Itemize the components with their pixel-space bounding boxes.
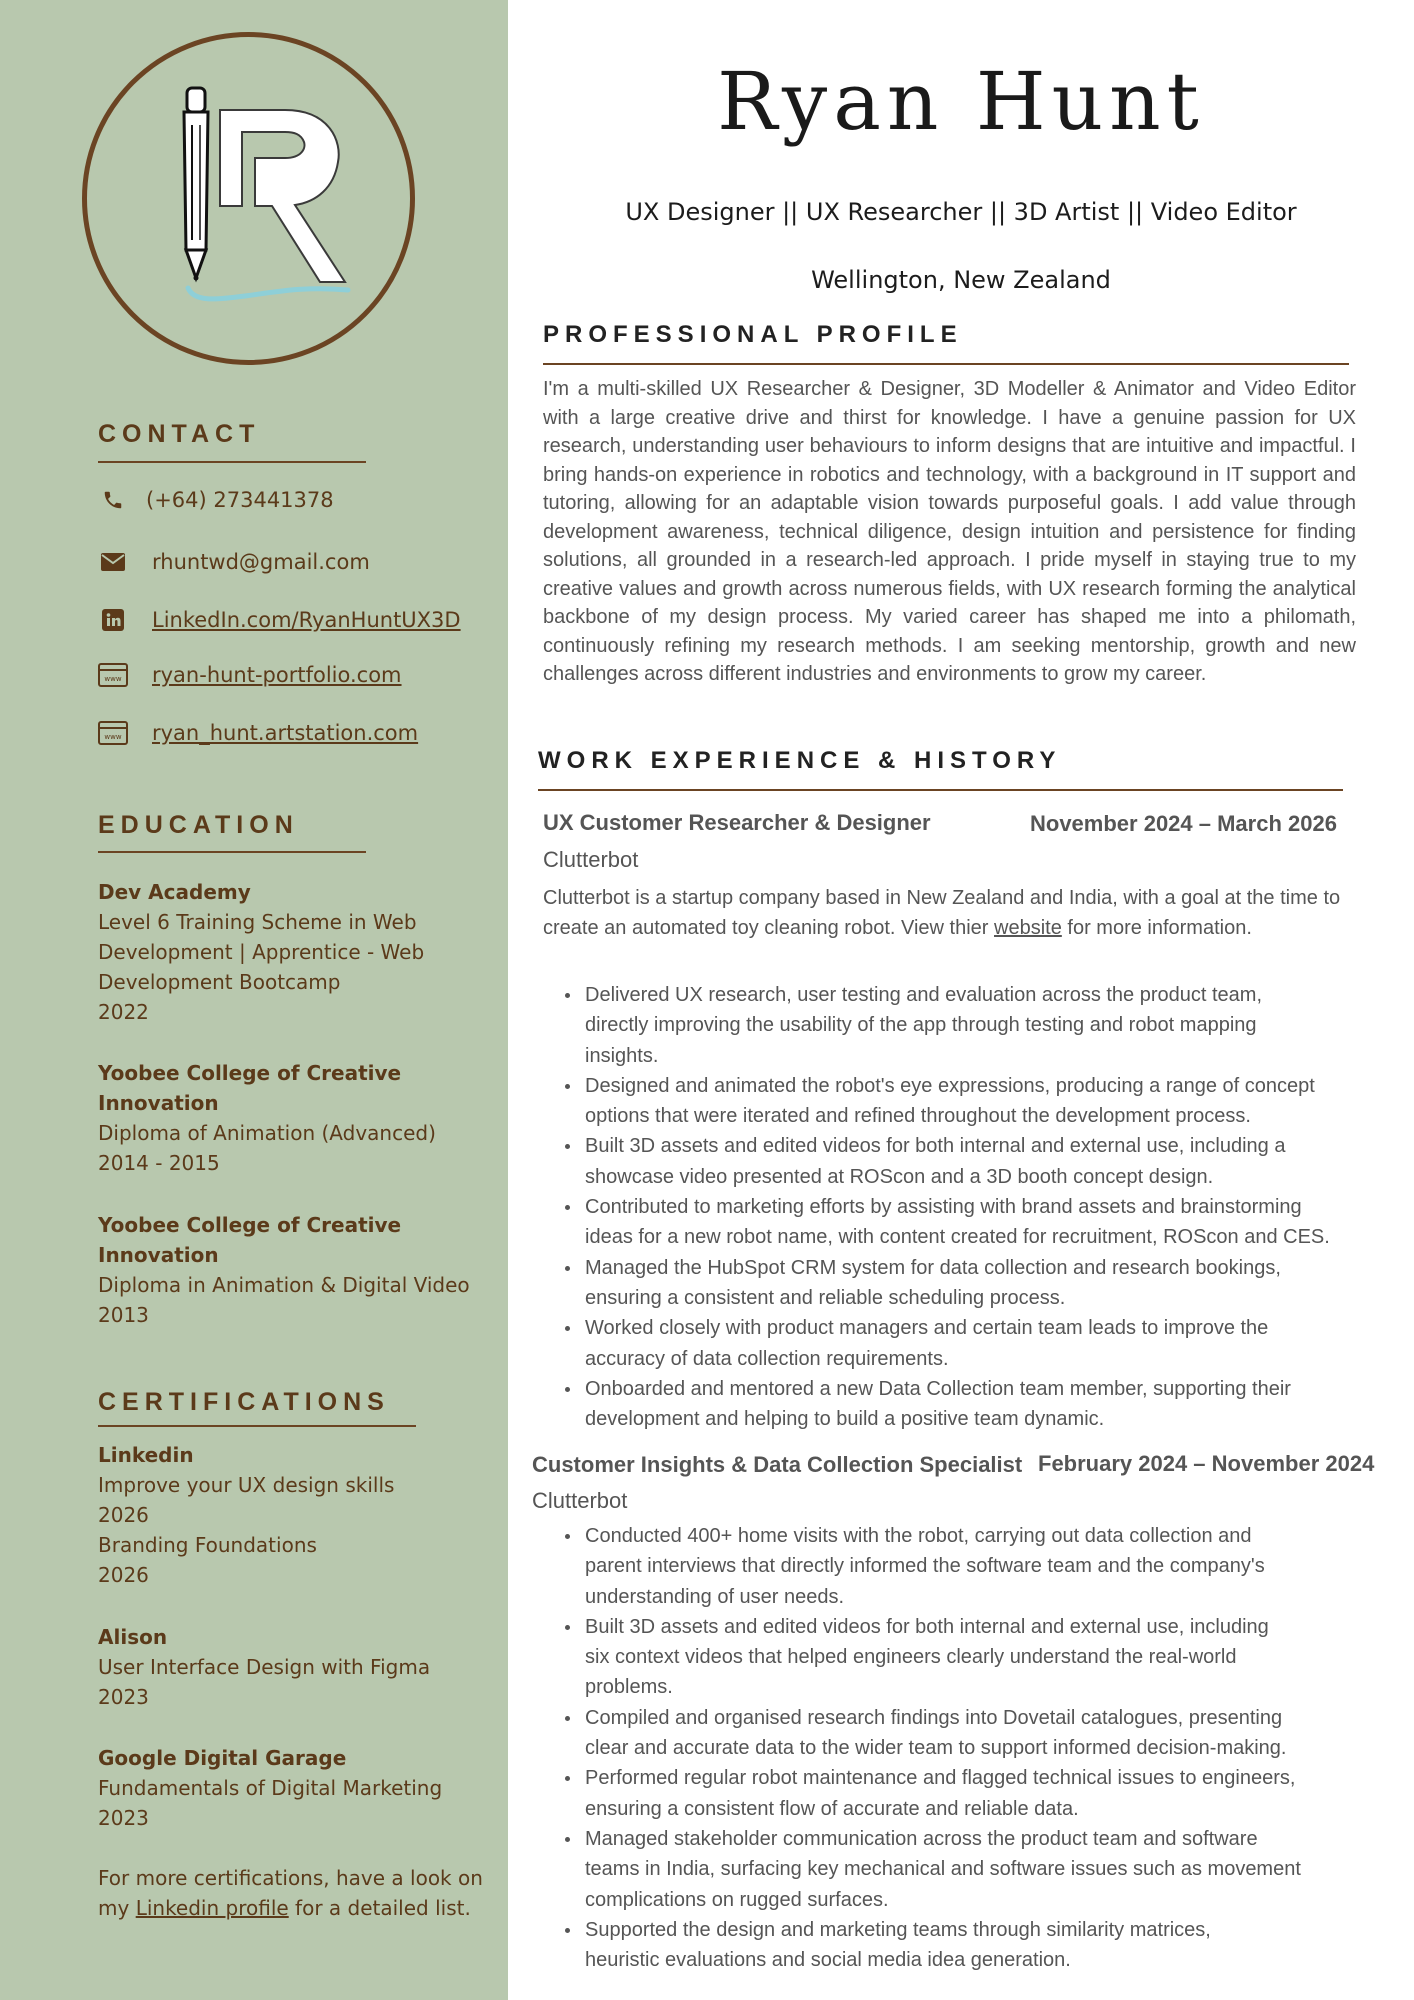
company-website-link[interactable]: website — [994, 917, 1062, 939]
linkedin-icon — [98, 607, 128, 633]
bullet-text: six context videos that helped engineers clearly understand the real-world — [585, 1646, 1237, 1669]
email-icon — [98, 549, 128, 575]
job-bullets — [585, 980, 1405, 1434]
school-name: Dev Academy — [98, 880, 251, 904]
list-item — [585, 1703, 1405, 1764]
portfolio-link[interactable]: ryan-hunt-portfolio.com — [152, 663, 402, 687]
bullet-text: heuristic evaluations and social media idea generation. — [585, 1949, 1071, 1972]
education-item — [98, 1210, 498, 1330]
bullet-text: clear and accurate data to the wider team to support informed decision-making. — [585, 1737, 1287, 1760]
cert-detail: Fundamentals of Digital Marketing — [98, 1776, 443, 1800]
bullet-text: complications on rugged surfaces. — [585, 1888, 889, 1911]
cert-provider: Alison — [98, 1625, 168, 1649]
job-description — [543, 883, 1363, 943]
education-divider — [98, 851, 366, 853]
list-item — [585, 980, 1405, 1071]
website-icon — [98, 720, 128, 746]
bullet-text: understanding of user needs. — [585, 1585, 845, 1608]
phone-text: (+64) 273441378 — [146, 488, 334, 512]
portfolio-row[interactable] — [98, 662, 498, 688]
bullet-text: parent interviews that directly informed the software team and the company's — [585, 1555, 1265, 1578]
education-heading: EDUCATION — [98, 811, 299, 839]
school-name: Yoobee College of Creative — [98, 1213, 402, 1237]
certifications-heading: CERTIFICATIONS — [98, 1388, 390, 1416]
education-detail: Level 6 Training Scheme in Web — [98, 910, 417, 934]
list-item — [585, 1131, 1405, 1192]
cert-provider: Google Digital Garage — [98, 1746, 347, 1770]
bullet-text: Conducted 400+ home visits with the robot, carrying out data collection and — [585, 1525, 1252, 1547]
list-item — [585, 1763, 1405, 1824]
bullet-text: Worked closely with product managers and certain team leads to improve the — [585, 1317, 1269, 1340]
contact-divider — [98, 461, 366, 463]
bullet-text: Delivered UX research, user testing and evaluation across the product team, — [585, 984, 1263, 1006]
bullet-text: Managed stakeholder communication across the product team and software — [585, 1827, 1258, 1850]
bullet-text: Designed and animated the robot's eye expressions, producing a range of concept — [585, 1074, 1315, 1097]
school-name: Innovation — [98, 1243, 219, 1267]
artstation-row[interactable] — [98, 720, 498, 746]
education-year: 2013 — [98, 1303, 149, 1327]
job-bullets — [585, 1521, 1405, 1975]
cert-detail: User Interface Design with Figma — [98, 1655, 431, 1679]
bullet-text: insights. — [585, 1044, 659, 1067]
bullet-text: Built 3D assets and edited videos for both internal and external use, including — [585, 1615, 1269, 1638]
tagline: UX Designer || UX Researcher || 3D Artist || Video Editor — [625, 198, 1297, 226]
linkedin-link[interactable]: LinkedIn.com/RyanHuntUX3D — [152, 608, 461, 632]
linkedin-profile-link[interactable]: Linkedin profile — [135, 1896, 289, 1920]
bullet-text: problems. — [585, 1676, 673, 1699]
contact-heading: CONTACT — [98, 420, 261, 448]
cert-provider: Linkedin — [98, 1443, 194, 1467]
bullet-text: ensuring a consistent and reliable scheduling process. — [585, 1286, 1066, 1309]
school-name: Innovation — [98, 1091, 219, 1115]
svg-text:www: www — [104, 733, 122, 741]
bullet-text: directly improving the usability of the app through testing and robot mapping — [585, 1014, 1257, 1037]
bullet-text: accuracy of data collection requirements. — [585, 1347, 949, 1370]
list-item — [585, 1071, 1405, 1132]
job-company: Clutterbot — [543, 847, 639, 872]
education-item — [98, 1058, 498, 1178]
phone-row — [98, 487, 498, 513]
website-icon — [98, 662, 128, 688]
education-detail: Development | Apprentice - Web — [98, 940, 425, 964]
artstation-link[interactable]: ryan_hunt.artstation.com — [152, 721, 419, 745]
education-year: 2014 - 2015 — [98, 1151, 220, 1175]
bullet-text: Performed regular robot maintenance and flagged technical issues to engineers, — [585, 1767, 1296, 1790]
bullet-text: teams in India, surfacing key mechanical and software issues such as movement — [585, 1858, 1301, 1881]
job-title: Customer Insights & Data Collection Specialist — [532, 1452, 1023, 1477]
profile-divider — [543, 363, 1349, 365]
list-item — [585, 1192, 1405, 1253]
job-company: Clutterbot — [532, 1488, 628, 1513]
bullet-text: Supported the design and marketing teams through similarity matrices, — [585, 1918, 1211, 1941]
phone-icon — [98, 487, 128, 513]
education-detail: Development Bootcamp — [98, 970, 341, 994]
bullet-text: ensuring a consistent flow of accurate and reliable data. — [585, 1797, 1079, 1820]
list-item — [585, 1915, 1405, 1976]
cert-detail: Improve your UX design skills — [98, 1473, 395, 1497]
bullet-text: ideas for a new robot name, with content created for recruitment, ROScon and CES. — [585, 1226, 1330, 1249]
education-year: 2022 — [98, 1000, 149, 1024]
email-link[interactable]: rhuntwd@gmail.com — [152, 550, 370, 574]
certifications-note: for a detailed list. — [288, 1896, 471, 1920]
education-detail: Diploma in Animation & Digital Video — [98, 1273, 470, 1297]
bullet-text: Contributed to marketing efforts by assisting with brand assets and brainstorming — [585, 1196, 1302, 1219]
list-item — [585, 1824, 1405, 1915]
list-item — [585, 1612, 1405, 1703]
certification-item — [98, 1440, 498, 1590]
work-heading: WORK EXPERIENCE & HISTORY — [538, 747, 1062, 774]
list-item — [585, 1374, 1405, 1435]
job-description-text: for more information. — [1061, 917, 1252, 939]
bullet-text: Built 3D assets and edited videos for both internal and external use, including a — [585, 1135, 1286, 1158]
certifications-divider — [98, 1425, 416, 1427]
job-dates: February 2024 – November 2024 — [1038, 1451, 1375, 1476]
bullet-text: showcase video presented at ROScon and a 3D booth concept design. — [585, 1165, 1214, 1188]
bullet-text: Managed the HubSpot CRM system for data collection and research bookings, — [585, 1256, 1281, 1279]
certifications-note: For more certifications, have a look on — [98, 1866, 483, 1890]
bullet-text: Compiled and organised research findings into Dovetail catalogues, presenting — [585, 1706, 1283, 1729]
job-description-text: Clutterbot is a startup company based in New Zealand and India, with a goal at the time to create an automated toy cleaning robot. View thier — [543, 887, 1341, 939]
bullet-text: Onboarded and mentored a new Data Collection team member, supporting their — [585, 1377, 1291, 1400]
list-item — [585, 1313, 1405, 1374]
cert-year: 2023 — [98, 1685, 149, 1709]
job-title: UX Customer Researcher & Designer — [543, 810, 931, 835]
bullet-text: development and helping to build a positive team dynamic. — [585, 1408, 1105, 1431]
cert-detail: Branding Foundations — [98, 1533, 317, 1557]
list-item — [585, 1253, 1405, 1314]
cert-year: 2023 — [98, 1806, 149, 1830]
school-name: Yoobee College of Creative — [98, 1061, 402, 1085]
name-title: Ryan Hunt — [717, 55, 1205, 148]
svg-text:www: www — [104, 675, 122, 683]
email-row[interactable] — [98, 549, 498, 575]
education-item — [98, 877, 498, 1027]
profile-heading: PROFESSIONAL PROFILE — [543, 321, 963, 348]
cert-year: 2026 — [98, 1563, 149, 1587]
bullet-text: options that were iterated and refined throughout the development process. — [585, 1105, 1251, 1128]
cert-year: 2026 — [98, 1503, 149, 1527]
certification-item — [98, 1743, 498, 1833]
job-dates: November 2024 – March 2026 — [1030, 811, 1337, 836]
linkedin-row[interactable] — [98, 607, 498, 633]
list-item — [585, 1521, 1405, 1612]
certifications-note: my — [98, 1896, 136, 1920]
certification-item — [98, 1622, 498, 1712]
location: Wellington, New Zealand — [811, 266, 1111, 294]
certifications-footer — [98, 1863, 498, 1923]
education-detail: Diploma of Animation (Advanced) — [98, 1121, 436, 1145]
work-divider — [538, 789, 1343, 791]
sidebar — [0, 0, 508, 2000]
logo-icon — [80, 30, 417, 367]
profile-paragraph: I'm a multi-skilled UX Researcher & Designer, 3D Modeller & Animator and Video Editor with a large creative drive and thirst for knowledge. I have a genuine passion for UX research, understanding user behaviours to inform designs that are intuitive and impactful. I bring hands-on experience in robotics and technology, with a background in IT support and tutoring, allowing for an adaptable vision towards purposeful goals. I add value through development awareness, technical diligence, design intuition and persistence for finding solutions, all grounded in a research-led approach. I pride myself in staying true to my creative values and growth across numerous fields, with UX research forming the analytical backbone of my design process. My varied career has shaped me into a philomath, continuously refining my research methods. I am seeking mentorship, growth and new challenges across different industries and environments to grow my career. — [543, 378, 1356, 685]
